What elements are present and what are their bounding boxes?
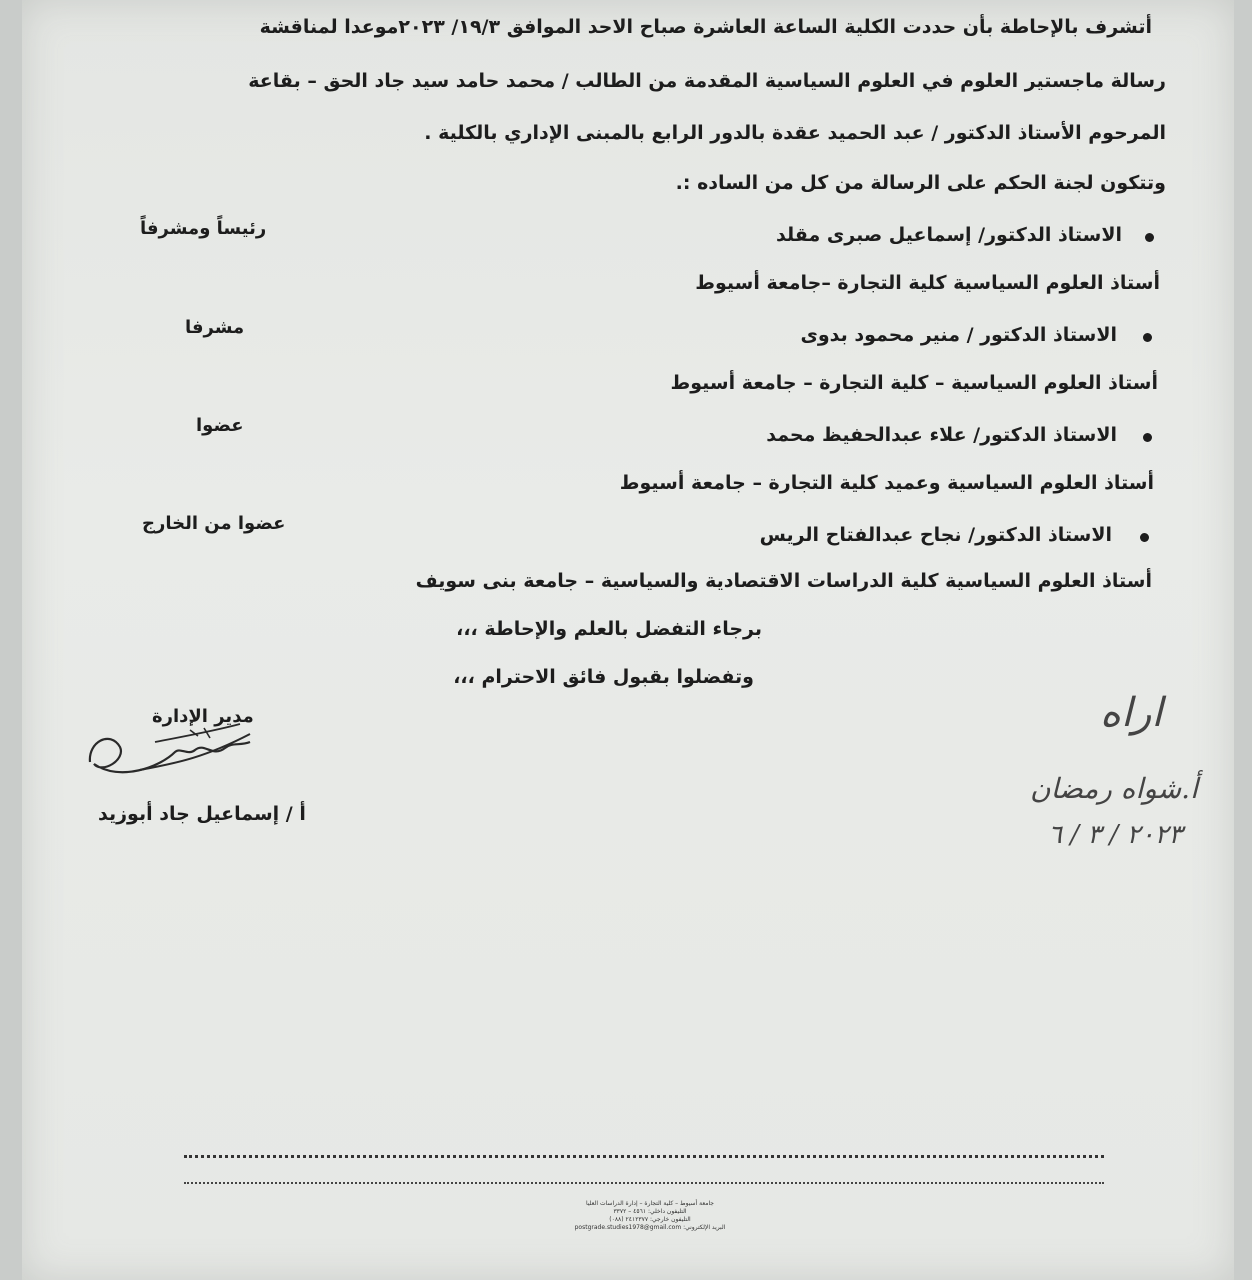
footer-divider	[184, 1155, 1104, 1158]
closing-line-2: وتفضلوا بقبول فائق الاحترام ،،،	[453, 666, 754, 688]
member-1-title: أستاذ العلوم السياسية كلية التجارة –جامعة أسيوط	[695, 272, 1160, 294]
member-3-title: أستاذ العلوم السياسية وعميد كلية التجارة – جامعة أسيوط	[619, 472, 1154, 494]
member-4-name: الاستاذ الدكتور/ نجاح عبدالفتاح الريس	[759, 524, 1112, 546]
bullet-mark	[1143, 333, 1152, 342]
member-1-name: الاستاذ الدكتور/ إسماعيل صبرى مقلد	[776, 224, 1122, 246]
committee-intro: وتتكون لجنة الحكم على الرسالة من كل من الساده :.	[675, 172, 1166, 194]
footer-line: التليفون خارجي: ٢٤١٢٣٧٧ (٠٨٨)	[609, 1216, 691, 1223]
intro-line-1: أتشرف بالإحاطة بأن حددت الكلية الساعة العاشرة صباح الاحد الموافق ١٩/٣/ ٢٠٢٣موعدا لمناقشة	[259, 16, 1152, 38]
footer-line: جامعة أسيوط – كلية التجارة – إدارة الدراسات العليا	[586, 1200, 714, 1207]
handwritten-note-2: أ.شواه رمضان	[1030, 772, 1198, 805]
member-3-role: عضوا	[196, 415, 244, 436]
bullet-mark	[1140, 533, 1149, 542]
member-2-title: أستاذ العلوم السياسية – كلية التجارة – جامعة أسيوط	[670, 372, 1158, 394]
intro-line-3: المرحوم الأستاذ الدكتور / عبد الحميد عقدة بالدور الرابع بالمبنى الإداري بالكلية .	[424, 122, 1166, 144]
bullet-mark	[1145, 233, 1154, 242]
manager-title: مدير الإدارة	[152, 706, 254, 727]
signature-mark	[80, 712, 260, 792]
handwritten-date: ٢٠٢٣ / ٣ / ٦	[1048, 820, 1183, 850]
member-2-name: الاستاذ الدكتور / منير محمود بدوى	[800, 324, 1117, 346]
footer-line: التليفون داخلي: ٤٥٦١ – ٣٣٧٢	[613, 1208, 687, 1215]
member-1-role: رئيساً ومشرفاً	[140, 218, 267, 239]
footer-contact	[520, 1200, 780, 1232]
closing-line-1: برجاء التفضل بالعلم والإحاطة ،،،	[456, 618, 762, 640]
handwritten-note-1: اراه	[1100, 690, 1163, 736]
intro-line-2: رسالة ماجستير العلوم في العلوم السياسية المقدمة من الطالب / محمد حامد سيد جاد الحق – بقاعة	[248, 70, 1166, 92]
bullet-mark	[1143, 433, 1152, 442]
footer-line: البريد الإلكتروني: postgrade.studies1978@gmail.com	[574, 1224, 726, 1231]
manager-name: أ / إسماعيل جاد أبوزيد	[98, 803, 306, 825]
member-4-title: أستاذ العلوم السياسية كلية الدراسات الاقتصادية والسياسية – جامعة بنى سويف	[415, 570, 1152, 592]
member-3-name: الاستاذ الدكتور/ علاء عبدالحفيظ محمد	[766, 424, 1117, 446]
member-2-role: مشرفا	[185, 317, 245, 338]
member-4-role: عضوا من الخارج	[142, 513, 286, 534]
footer-divider	[184, 1182, 1104, 1184]
